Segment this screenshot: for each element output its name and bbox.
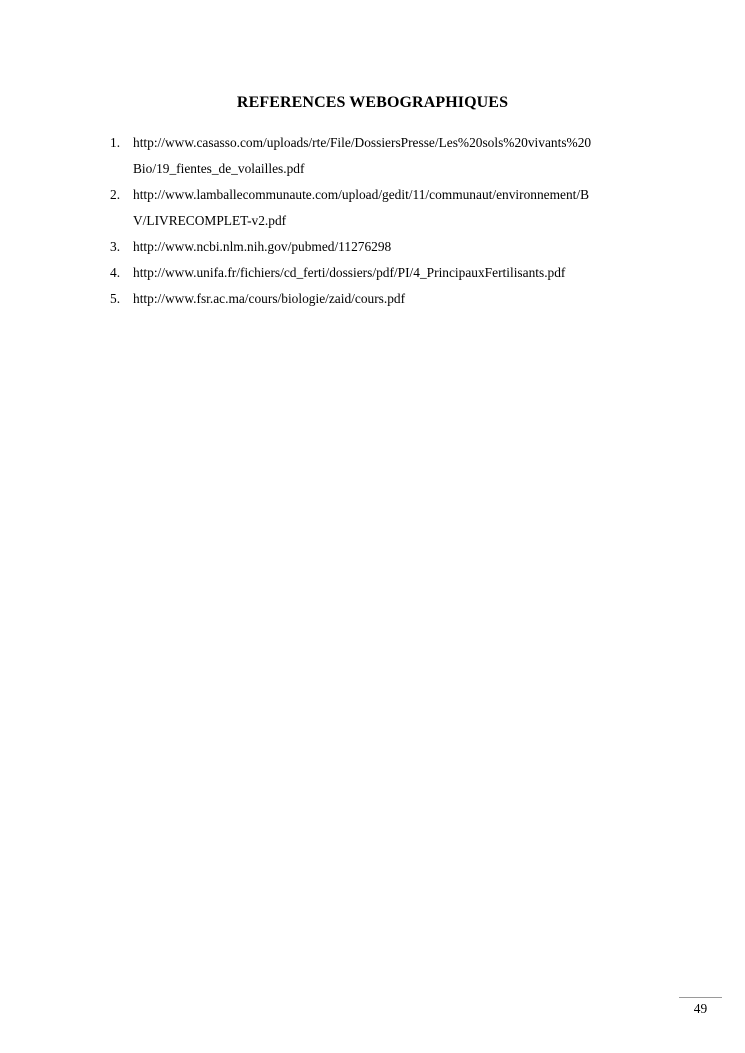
reference-list (110, 130, 655, 312)
reference-number: 3. (110, 239, 121, 254)
reference-number: 4. (110, 265, 121, 280)
reference-number: 2. (110, 187, 121, 202)
reference-url-line-2: Bio/19_fientes_de_volailles.pdf (133, 161, 305, 176)
reference-item-5 (110, 286, 655, 312)
page-number: 49 (693, 1001, 708, 1016)
reference-url-line-1: http://www.lamballecommunaute.com/upload/gedit/11/communaut/environnement/B (133, 187, 590, 202)
reference-item-2 (110, 182, 655, 234)
reference-url: http://www.ncbi.nlm.nih.gov/pubmed/11276298 (133, 239, 392, 254)
reference-url-line-1: http://www.casasso.com/uploads/rte/File/DossiersPresse/Les%20sols%20vivants%20 (133, 135, 592, 150)
page-title: REFERENCES WEBOGRAPHIQUES (236, 94, 509, 111)
reference-number: 1. (110, 135, 121, 150)
reference-item-3 (110, 234, 655, 260)
reference-item-4 (110, 260, 655, 286)
reference-number: 5. (110, 291, 121, 306)
footer-divider (679, 997, 722, 998)
reference-item-1 (110, 130, 655, 182)
reference-url: http://www.fsr.ac.ma/cours/biologie/zaid/cours.pdf (133, 291, 406, 306)
reference-url: http://www.unifa.fr/fichiers/cd_ferti/dossiers/pdf/PI/4_PrincipauxFertilisants.pdf (133, 265, 566, 280)
reference-url-line-2: V/LIVRECOMPLET-v2.pdf (133, 213, 287, 228)
